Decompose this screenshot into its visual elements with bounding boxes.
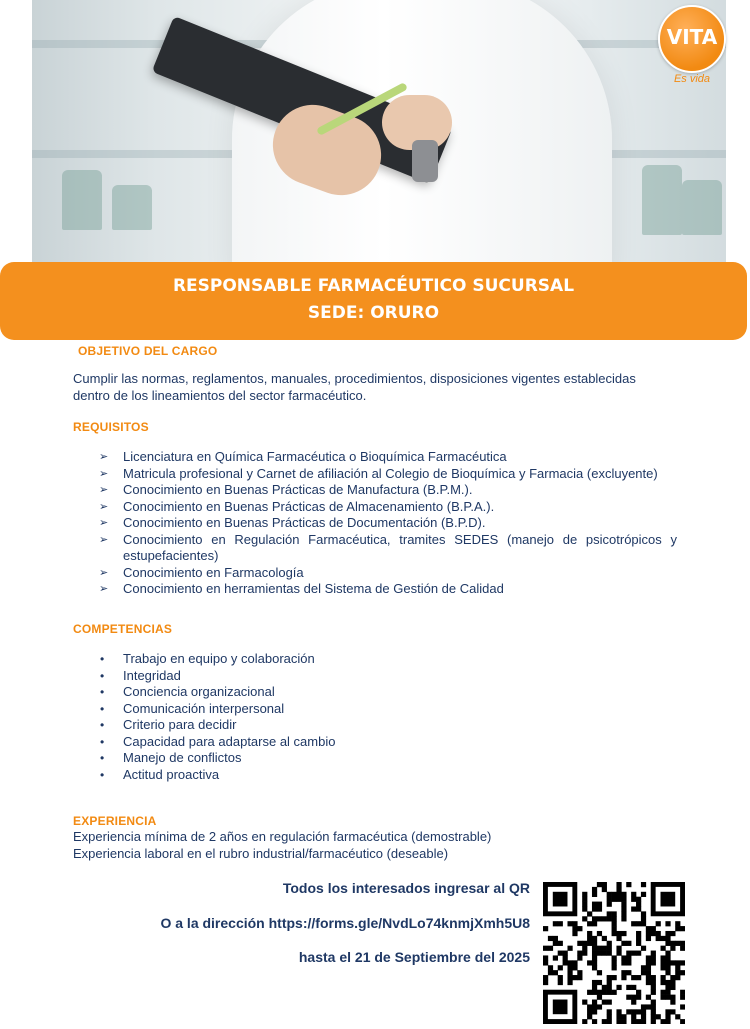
watch-figure bbox=[412, 140, 438, 182]
objetivo-line: Cumplir las normas, reglamentos, manuales, procedimientos, disposiciones vigentes establecidas bbox=[73, 371, 636, 386]
experiencia-heading: EXPERIENCIA bbox=[73, 814, 157, 828]
list-item: • Manejo de conflictos bbox=[100, 750, 242, 765]
round-bullet-icon: • bbox=[100, 734, 105, 749]
list-item: • Comunicación interpersonal bbox=[100, 700, 285, 716]
competencias-list bbox=[73, 651, 677, 783]
requisitos-list bbox=[73, 449, 677, 598]
arrowhead-bullet-icon: ➢ bbox=[99, 484, 109, 496]
requisitos-heading: REQUISITOS bbox=[73, 420, 149, 434]
arrowhead-bullet-icon: ➢ bbox=[99, 467, 109, 480]
objetivo-heading: OBJETIVO DEL CARGO bbox=[78, 344, 218, 358]
experiencia-line: Experiencia laboral en el rubro industrial/farmacéutico (deseable) bbox=[73, 845, 449, 861]
round-bullet-icon: • bbox=[100, 718, 105, 732]
list-item: • Integridad bbox=[100, 667, 181, 683]
list-item: • Conciencia organizacional bbox=[100, 684, 275, 699]
experiencia-line: Experiencia mínima de 2 años en regulación farmacéutica (demostrable) bbox=[73, 829, 492, 844]
job-title: RESPONSABLE FARMACÉUTICO SUCURSAL bbox=[172, 276, 575, 296]
job-location: SEDE: ORURO bbox=[307, 303, 440, 323]
list-item: ➢ Conocimiento en herramientas del Sistema de Gestión de Calidad bbox=[99, 581, 504, 596]
experiencia-text bbox=[73, 829, 491, 862]
cta-qr-text: Todos los interesados ingresar al QR bbox=[282, 880, 530, 896]
list-item: ➢ Conocimiento en Buenas Prácticas de Almacenamiento (B.P.A.). bbox=[99, 498, 495, 514]
list-item: • Actitud proactiva bbox=[100, 766, 220, 782]
round-bullet-icon: • bbox=[100, 701, 105, 716]
list-item: • Criterio para decidir bbox=[100, 717, 237, 732]
logo-tagline: Es vida bbox=[673, 73, 711, 85]
objetivo-line: dentro de los lineamientos del sector farmacéutico. bbox=[73, 387, 367, 403]
vita-logo bbox=[658, 5, 726, 73]
arrowhead-bullet-icon: ➢ bbox=[99, 500, 109, 513]
arrowhead-bullet-icon: ➢ bbox=[99, 533, 109, 546]
round-bullet-icon: • bbox=[100, 685, 105, 699]
list-item: • Trabajo en equipo y colaboración bbox=[100, 651, 315, 666]
cta-link-text[interactable]: O a la dirección https://forms.gle/NvdLo74knmjXmh5U8 bbox=[160, 915, 530, 931]
cta-deadline-text: hasta el 21 de Septiembre del 2025 bbox=[298, 949, 530, 965]
list-item: ➢ Conocimiento en Buenas Prácticas de Manufactura (B.P.M.). bbox=[99, 482, 473, 497]
bottle-decoration bbox=[112, 185, 152, 230]
qr-code-icon[interactable] bbox=[543, 882, 685, 1024]
arrowhead-bullet-icon: ➢ bbox=[99, 517, 109, 529]
bottle-decoration bbox=[682, 180, 722, 235]
list-item: ➢ Conocimiento en Buenas Prácticas de Documentación (B.P.D). bbox=[99, 515, 486, 530]
arrowhead-bullet-icon: ➢ bbox=[99, 566, 109, 579]
round-bullet-icon: • bbox=[100, 767, 105, 782]
list-item: ➢ Conocimiento en Farmacología bbox=[99, 564, 304, 580]
list-item: • Capacidad para adaptarse al cambio bbox=[100, 733, 336, 749]
list-item: ➢ Licenciatura en Química Farmacéutica o Bioquímica Farmacéutica bbox=[99, 449, 507, 464]
list-item: ➢ Matricula profesional y Carnet de afiliación al Colegio de Bioquímica y Farmacia (excluyente) bbox=[99, 465, 658, 481]
round-bullet-icon: • bbox=[100, 652, 105, 666]
arrowhead-bullet-icon: ➢ bbox=[99, 583, 109, 595]
bottle-decoration bbox=[62, 170, 102, 230]
round-bullet-icon: • bbox=[100, 751, 105, 765]
list-item: ➢ Conocimiento en Regulación Farmacéutica, tramites SEDES (manejo de psicotrópicos y estupefacientes) bbox=[99, 531, 677, 563]
qr-code-graphic bbox=[543, 882, 685, 1024]
bottle-decoration bbox=[642, 165, 682, 235]
competencias-heading: COMPETENCIAS bbox=[73, 622, 173, 636]
objetivo-text bbox=[73, 371, 636, 404]
round-bullet-icon: • bbox=[100, 668, 105, 683]
header-photo bbox=[32, 0, 726, 262]
arrowhead-bullet-icon: ➢ bbox=[99, 451, 109, 463]
title-banner bbox=[0, 262, 747, 340]
logo-brand: VITA bbox=[666, 25, 718, 49]
